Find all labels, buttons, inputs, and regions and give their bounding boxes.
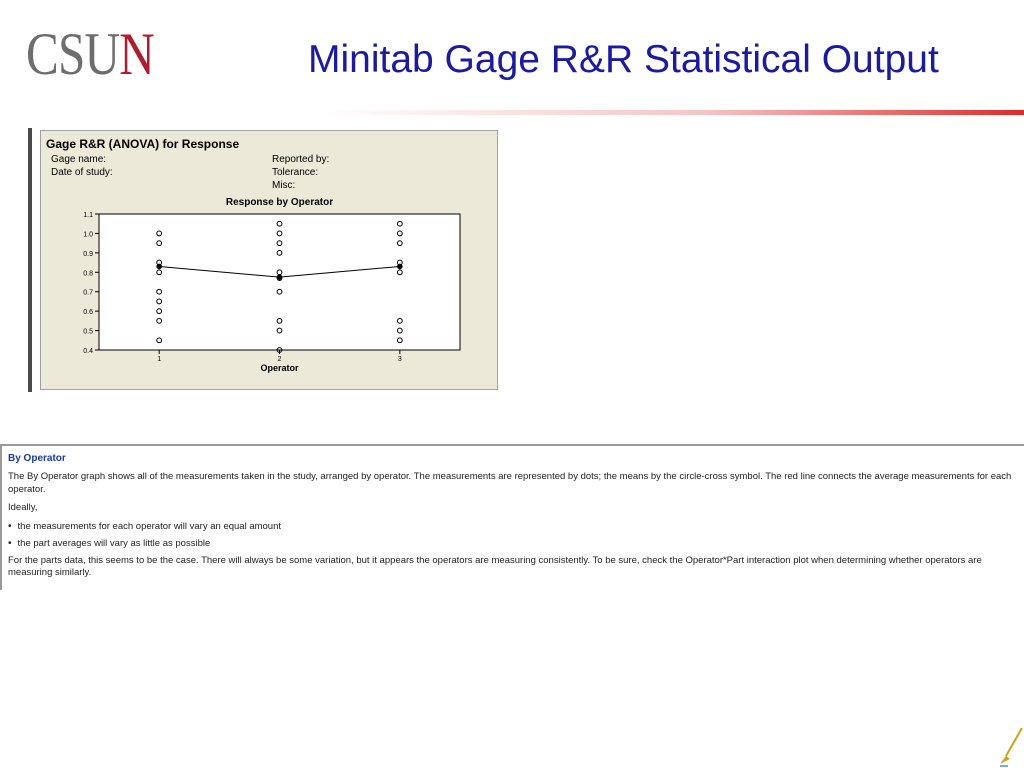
x-axis-label: Operator xyxy=(260,363,299,373)
reported-by-label: Reported by: xyxy=(272,154,330,165)
help-ideally: Ideally, xyxy=(8,502,38,513)
gage-name-label: Gage name: xyxy=(51,154,107,165)
y-tick-label: 0.9 xyxy=(83,250,93,258)
csun-logo xyxy=(26,21,154,87)
title-divider xyxy=(320,110,1024,115)
slide-title: Minitab Gage R&R Statistical Output xyxy=(308,38,939,81)
logo-text-part1: CSU xyxy=(26,21,120,87)
mean-marker xyxy=(277,274,283,280)
help-heading: By Operator xyxy=(8,453,66,464)
help-bullet-2: the part averages will vary as little as possible xyxy=(17,537,211,549)
pen-icon xyxy=(998,726,1024,768)
panel-title: Gage R&R (ANOVA) for Response xyxy=(46,137,240,151)
y-tick-label: 1.0 xyxy=(83,231,93,239)
tolerance-label: Tolerance: xyxy=(272,167,319,178)
x-tick-label: 1 xyxy=(157,356,162,363)
help-panel xyxy=(0,444,1024,590)
logo-text-part2: N xyxy=(119,21,154,87)
y-tick-label: 0.7 xyxy=(83,289,93,297)
y-tick-label: 0.5 xyxy=(83,328,93,336)
response-by-operator-chart xyxy=(41,131,497,389)
x-tick-label: 3 xyxy=(397,356,402,363)
plot-area xyxy=(99,214,460,350)
minitab-output-panel xyxy=(40,130,498,390)
bullet-icon: • xyxy=(8,520,12,532)
y-tick-label: 0.6 xyxy=(83,309,93,317)
chart-title: Response by Operator xyxy=(225,197,334,208)
help-paragraph-2: For the parts data, this seems to be the case. There will always be some variation, but it appears the operators are measuring consistently. To be sure, check the Operator*Part interaction plot when determining whether operators are measuring similarly. xyxy=(8,554,982,578)
y-tick-label: 1.1 xyxy=(83,212,93,219)
help-bullet-item xyxy=(8,538,1018,549)
mean-marker xyxy=(397,264,403,270)
x-tick-label: 2 xyxy=(277,356,282,363)
help-paragraph-1: The By Operator graph shows all of the measurements taken in the study, arranged by operator. The measurements are represented by dots; the means by the circle-cross symbol. The red line connects the average measurements for each operator. xyxy=(8,471,1012,495)
y-tick-label: 0.8 xyxy=(83,270,93,278)
misc-label: Misc: xyxy=(272,180,296,191)
panel-left-border xyxy=(28,128,32,392)
y-tick-label: 0.4 xyxy=(83,348,93,355)
help-bullet-item xyxy=(8,521,1018,532)
bullet-icon: • xyxy=(8,537,12,549)
date-of-study-label: Date of study: xyxy=(51,167,113,178)
help-bullet-1: the measurements for each operator will vary an equal amount xyxy=(17,520,282,532)
mean-marker xyxy=(156,264,162,270)
